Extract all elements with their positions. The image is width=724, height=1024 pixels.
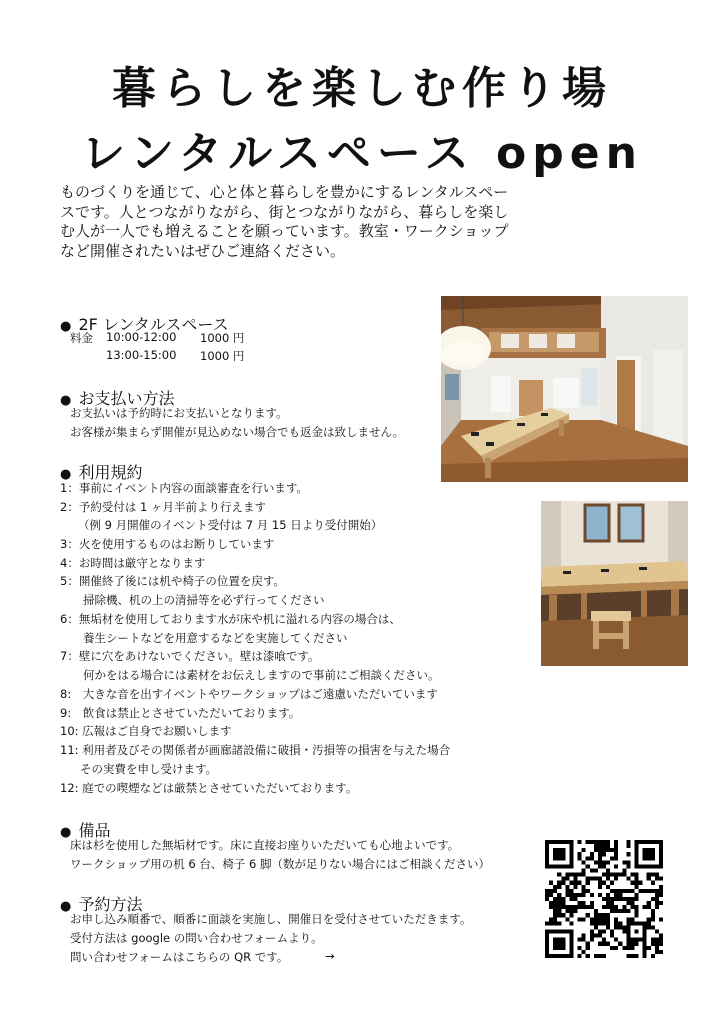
rule-item: 8: 大きな音を出すイベントやワークショップはご遠慮いただいています <box>60 687 438 701</box>
rule-item: 掃除機、机の上の清掃等を必ず行ってください <box>83 593 325 607</box>
bullet-icon: ● <box>60 467 72 482</box>
intro-text: ものづくりを通じて、心と体と暮らしを豊かにするレンタルスペースです。人とつながりながら、街とつながりながら、暮らしを楽しむ人が一人でも増えることを願っています。教室・ワークショップなど開催されたいはぜひご連絡ください。 <box>60 183 509 260</box>
rule-item: その実費を申し受けます。 <box>80 762 218 776</box>
reservation-line3: 問い合わせフォームはこちらの QR です。 <box>70 950 289 964</box>
page-title-line1: 暮らしを楽しむ作り場 <box>112 63 612 114</box>
rule-item: 10: 広報はご自身でお願いします <box>60 724 232 738</box>
slot1-price: 1000 円 <box>200 331 245 345</box>
slot1-time: 10:00-12:00 <box>106 330 177 344</box>
equipment-heading-text: 備品 <box>78 821 111 840</box>
fee-label: 料金 <box>70 331 93 345</box>
rule-item: （例 9 月開催のイベント受付は 7 月 15 日より受付開始） <box>78 518 383 532</box>
reservation-line2: 受付方法は google の問い合わせフォームより。 <box>70 931 323 945</box>
payment-line1: お支払いは予約時にお支払いとなります。 <box>70 406 288 420</box>
rules-heading-text: 利用規約 <box>78 463 143 482</box>
rule-item: 12: 庭での喫煙などは厳禁とさせていただいております。 <box>60 781 358 795</box>
slot2-price: 1000 円 <box>200 349 245 363</box>
bullet-icon: ● <box>60 825 72 840</box>
payment-line2: お客様が集まらず開催が見込めない場合でも返金は致しません。 <box>70 425 405 439</box>
rule-item: 1：事前にイベント内容の面談審査を行います。 <box>60 481 308 495</box>
rule-item: 養生シートなどを用意するなどを実施してください <box>83 631 348 645</box>
equipment-line2: ワークショップ用の机 6 台、椅子 6 脚（数が足りない場合にはご相談ください） <box>70 857 491 871</box>
bullet-icon: ● <box>60 319 72 334</box>
slot2-time: 13:00-15:00 <box>106 348 177 362</box>
rule-item: 9: 飲食は禁止とさせていただいております。 <box>60 706 301 720</box>
rule-item: 6：無垢材を使用しております水が床や机に溢れる内容の場合は、 <box>60 612 401 626</box>
reservation-line1: お申し込み順番で、順番に面談を実施し、開催日を受付させていただきます。 <box>70 912 472 926</box>
rule-item: 4：お時間は厳守となります <box>60 556 206 570</box>
page-title-line2: レンタルスペース open <box>81 128 643 179</box>
bullet-icon: ● <box>60 393 72 408</box>
reservation-heading-text: 予約方法 <box>78 895 143 914</box>
equipment-line1: 床は杉を使用した無垢材です。床に直接お座りいただいても心地よいです。 <box>70 838 460 852</box>
rental-heading-text: 2F レンタルスペース <box>78 315 229 334</box>
rule-item: 2：予約受付は 1 ヶ月半前より行えます <box>60 500 266 514</box>
payment-heading-text: お支払い方法 <box>78 389 175 408</box>
bullet-icon: ● <box>60 899 72 914</box>
rental-room-photo <box>441 296 688 482</box>
arrow-right-icon: → <box>325 949 335 963</box>
rule-item: 何かをはる場合には素材をお伝えしますので事前にご相談ください。 <box>83 668 440 682</box>
rule-item: 11: 利用者及びその関係者が画廊諸設備に破損・汚損等の損害を与えた場合 <box>60 743 451 757</box>
rule-item: 7：壁に穴をあけないでください。壁は漆喰です。 <box>60 649 320 663</box>
rule-item: 5：開催終了後には机や椅子の位置を戻す。 <box>60 574 285 588</box>
workshop-room-photo <box>541 501 688 666</box>
rule-item: 3：火を使用するものはお断りしています <box>60 537 275 551</box>
qr-code[interactable] <box>545 840 663 958</box>
